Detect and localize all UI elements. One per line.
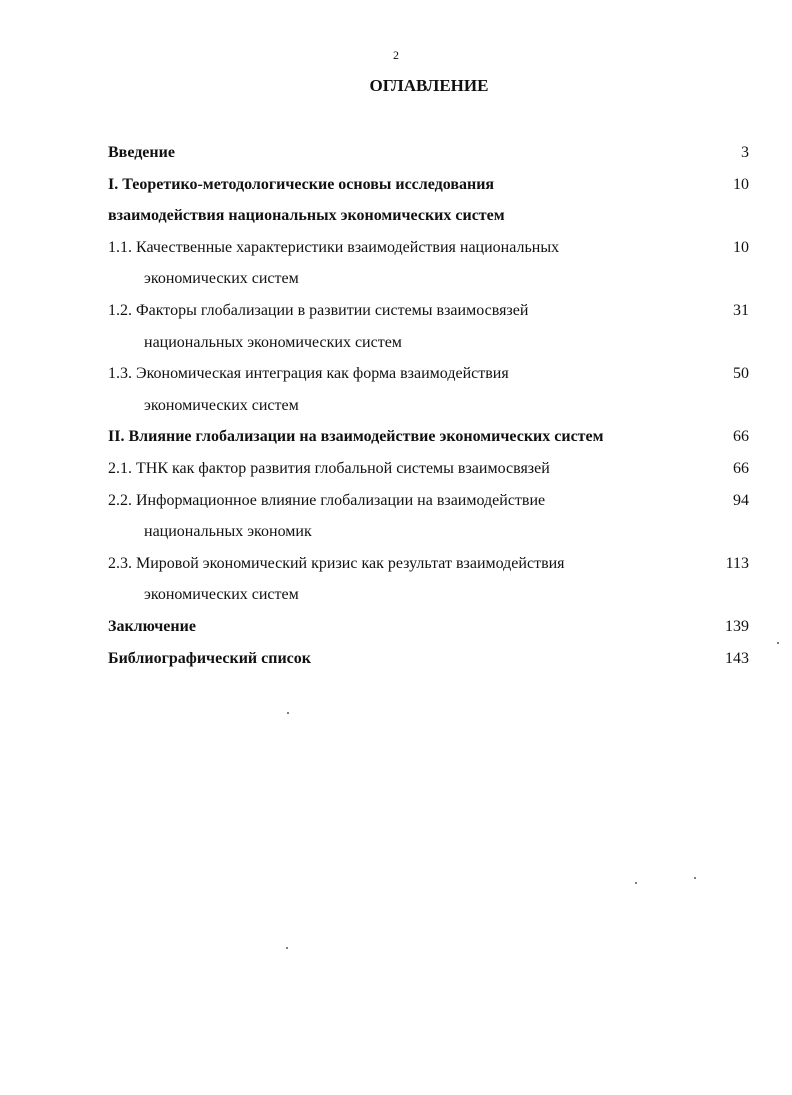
toc-entry-title: 1.1. Качественные характеристики взаимодействия национальных: [108, 238, 560, 256]
toc-entry-title-continuation: экономических систем: [144, 270, 299, 288]
scan-speck: [635, 882, 637, 884]
toc-entry-introduction: [108, 137, 754, 169]
toc-entry-title: 2.1. ТНК как фактор развития глобальной системы взаимосвязей: [108, 459, 550, 477]
toc-entry-title: Библиографический список: [108, 649, 311, 667]
toc-entry-title-continuation: экономических систем: [144, 396, 299, 414]
toc-entry-title: 2.2. Информационное влияние глобализации на взаимодействие: [108, 491, 546, 509]
scan-speck: [777, 642, 779, 644]
scan-speck: [286, 947, 288, 949]
toc-entry-page: 94: [733, 491, 749, 509]
page-title: ОГЛАВЛЕНИЕ: [369, 76, 489, 95]
toc-entry-chapter-2: [108, 421, 754, 453]
toc-entry-title-continuation: взаимодействия национальных экономических систем: [108, 207, 505, 225]
toc-entry-page: 10: [733, 175, 749, 193]
toc-entry-title: 1.3. Экономическая интеграция как форма взаимодействия: [108, 365, 509, 383]
toc-entry-page: 143: [725, 649, 749, 667]
toc-entry-page: 66: [733, 459, 749, 477]
scan-speck: [694, 877, 696, 879]
toc-entry-page: 50: [733, 365, 749, 383]
toc-entry-title: II. Влияние глобализации на взаимодействие экономических систем: [108, 428, 604, 446]
toc-entry-section-1-2: [108, 295, 754, 358]
toc-entry-title-continuation: экономических систем: [144, 586, 299, 604]
toc-entry-page: 31: [733, 301, 749, 319]
toc-entry-page: 3: [741, 144, 749, 161]
toc-entry-title-continuation: национальных экономик: [144, 523, 312, 541]
toc-entry-title: 2.3. Мировой экономический кризис как результат взаимодействия: [108, 554, 565, 572]
toc-entry-section-1-3: [108, 358, 754, 421]
scan-speck: [287, 712, 289, 714]
toc-entry-page: 113: [725, 554, 749, 572]
toc-entry-section-1-1: [108, 232, 754, 295]
toc-entry-title: 1.2. Факторы глобализации в развитии системы взаимосвязей: [108, 301, 529, 319]
toc-entry-section-2-1: [108, 453, 754, 485]
toc-entry-title: I. Теоретико-методологические основы исследования: [108, 175, 495, 193]
toc-entry-bibliography: [108, 643, 754, 675]
table-of-contents: [108, 137, 754, 674]
toc-entry-page: 66: [733, 428, 749, 446]
toc-entry-title: Заключение: [108, 617, 196, 635]
toc-entry-title: Введение: [108, 144, 175, 161]
toc-entry-page: 10: [733, 238, 749, 256]
toc-entry-chapter-1: [108, 169, 754, 232]
toc-entry-conclusion: [108, 611, 754, 643]
page-number: 2: [393, 48, 399, 62]
toc-entry-section-2-3: [108, 548, 754, 611]
toc-entry-title-continuation: национальных экономических систем: [144, 333, 402, 351]
toc-entry-page: 139: [725, 617, 749, 635]
toc-entry-section-2-2: [108, 485, 754, 548]
